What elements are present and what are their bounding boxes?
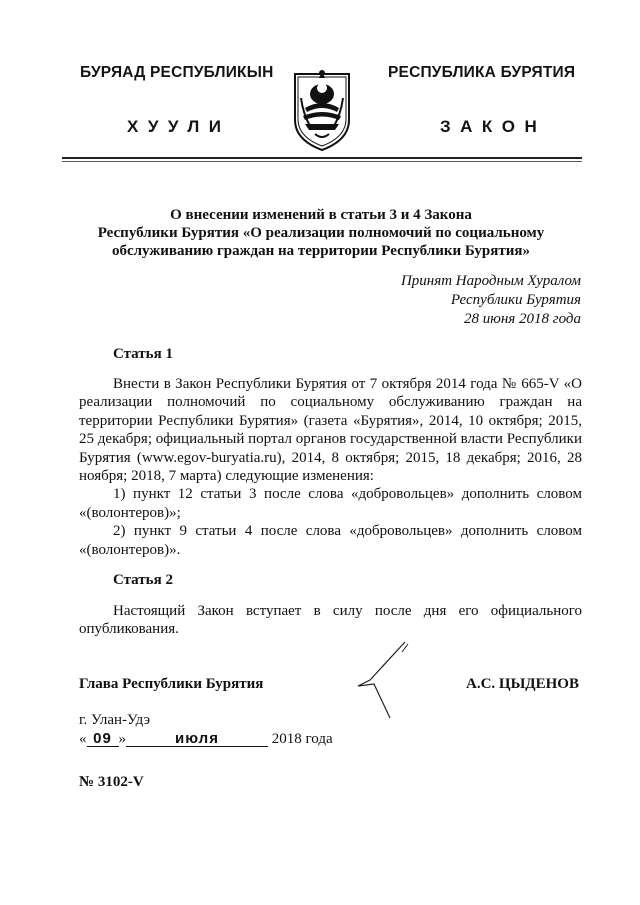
header-right-doc-type: ЗАКОН: [440, 117, 547, 136]
date-open-quote: «: [79, 731, 87, 747]
header-left-doc-type: ХУУЛИ: [127, 117, 231, 136]
article-2-text: Настоящий Закон вступает в силу после дня его официального опубликования.: [79, 603, 582, 638]
header-left-title: БУРЯАД РЕСПУБЛИКЫН: [80, 64, 274, 81]
law-title-line: О внесении изменений в статьи 3 и 4 Закона: [170, 207, 472, 223]
signatory-name: А.С. ЦЫДЕНОВ: [466, 676, 579, 692]
adoption-note: [330, 272, 581, 329]
article-1-body: [79, 375, 582, 559]
article-1-intro: Внести в Закон Республики Бурятия от 7 октября 2014 года № 665-V «О реализации полномочий по социальному обслуживанию граждан на территории Республики Бурятия» (газета «Бурятия», 2014, 10 октября; 2015, 25 декабря; официальный портал органов государственной власти Республики Бурятия (www.egov-buryatia.ru), 2014, 8 октября; 2015, 18 декабря; 2016, 28 ноября; 2018, 7 марта) следующие изменения:: [79, 376, 582, 485]
law-title-line: обслуживанию граждан на территории Республики Бурятия»: [111, 243, 531, 259]
law-title-line: Республики Бурятия «О реализации полномочий по социальному: [97, 225, 545, 241]
header-rule-thin: [62, 161, 582, 162]
adoption-line: Принят Народным Хуралом: [400, 273, 581, 289]
city-label: г. Улан-Удэ: [79, 712, 151, 728]
date-month: июля: [126, 731, 268, 747]
signatory-position: Глава Республики Бурятия: [79, 676, 264, 692]
law-number: № 3102-V: [79, 774, 144, 790]
date-day: 09: [87, 731, 119, 747]
date-year: 2018 года: [271, 731, 333, 747]
header-right-title: РЕСПУБЛИКА БУРЯТИЯ: [388, 64, 576, 81]
adoption-line: Республики Бурятия: [450, 292, 581, 308]
date-close-quote: »: [118, 731, 126, 747]
article-1-item-2: 2) пункт 9 статьи 4 после слова «добровольцев» дополнить словом «(волонтеров)».: [79, 523, 582, 558]
article-1-item-1: 1) пункт 12 статьи 3 после слова «добровольцев» дополнить словом «(волонтеров)»;: [79, 486, 582, 521]
date-line: [79, 731, 333, 748]
article-1-heading: Статья 1: [113, 346, 173, 362]
law-title: [80, 206, 562, 260]
handwritten-signature-icon: [350, 640, 420, 720]
adoption-line: 28 июня 2018 года: [464, 311, 581, 327]
article-2-heading: Статья 2: [113, 572, 173, 588]
header-rule-thick: [62, 157, 582, 159]
article-2-body: [79, 602, 582, 639]
coat-of-arms-icon: [291, 68, 353, 152]
